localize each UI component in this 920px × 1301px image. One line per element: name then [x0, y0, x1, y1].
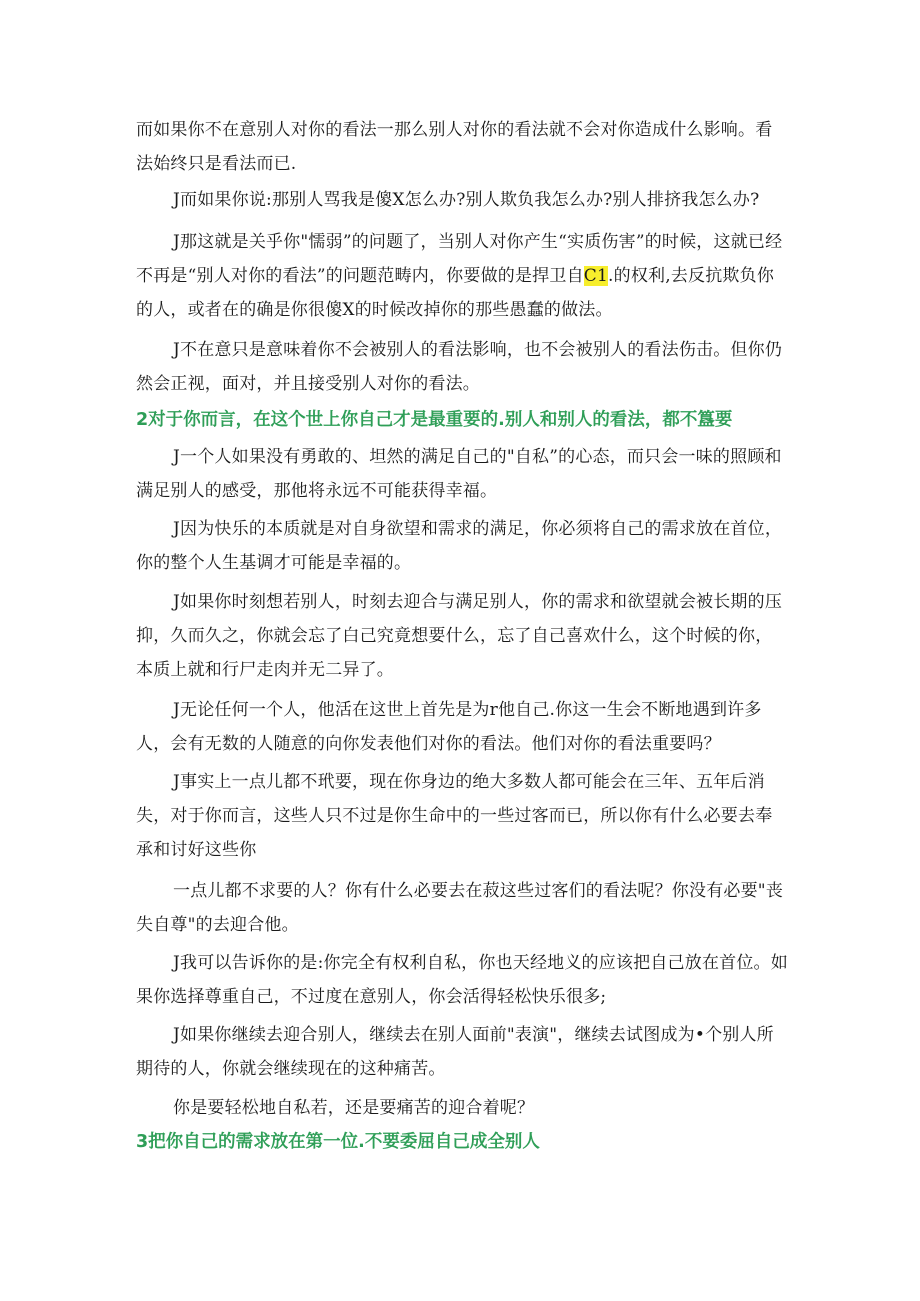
paragraph-4: J不在意只是意味着你不会被别人的看法影响，也不会被别人的看法伤击。但你仍然会正视，面对，并且接受别人对你的看法。: [136, 340, 783, 394]
paragraph-5: J一个人如果没有勇敢的、坦然的满足自己的"自私”的心态，而只会一味的照顾和满足别人的感受，那他将永远不可能获得幸福。: [136, 447, 782, 501]
section-heading-2: 2对于你而言，在这个世上你自己才是最重要的.别人和别人的看法，都不簋要: [136, 410, 733, 430]
paragraph-9: J事实上一点儿都不玳要，现在你身边的绝大多数人都可能会在三年、五年后消失，对于你而言，这些人只不过是你生命中的一些过客而已，所以你有什么必要去奉承和讨好这些你: [136, 772, 773, 860]
highlighted-text: C1: [583, 266, 609, 286]
paragraph-3: [136, 225, 788, 327]
paragraph-3-text-start: J那这就是关乎你"懦弱”的问题了，当别人对你产生“实质伤害”的时候，这就已经不再是“别人对你的看法”的问题范畴内，你要做的是捍卫自: [136, 232, 783, 286]
paragraph-13: 你是要轻松地自私若，还是要痛苦的迎合着呢？: [173, 1098, 535, 1118]
paragraph-12: J如果你继续去迎合别人，继续去在别人面前"表演"，继续去试图成为•个别人所期待的人，你就会继续现在的这种痛苦。: [136, 1025, 774, 1079]
section-heading-3: 3把你自己的需求放在第一位.不要委屈自己成全别人: [136, 1132, 540, 1152]
paragraph-6: J因为快乐的本质就是对自身欲望和需求的满足，你必须将自己的需求放在首位，你的整个人生基调才可能是幸福的。: [136, 519, 783, 573]
paragraph-10: 一点儿都不求要的人？你有什么必要去在菽这些过客们的看法呢？你没有必要"丧失自尊"的去迎合他。: [136, 881, 784, 935]
paragraph-1: 而如果你不在意别人对你的看法一那么别人对你的看法就不会对你造成什么影响。看法始终只是看法而已.: [136, 120, 773, 174]
paragraph-2: J而如果你说:那别人骂我是傻X怎么办?别人欺负我怎么办?别人排挤我怎么办?: [173, 190, 760, 210]
paragraph-11: J我可以告诉你的是:你完全有权利自私，你也天经地义的应该把自己放在首位。如果你选择尊重自己，不过度在意别人，你会活得轻松快乐很多;: [136, 953, 788, 1007]
paragraph-8: J无论任何一个人，他活在这世上首先是为r他自己.你这一生会不断地遇到许多人，会有无数的人随意的向你发表他们对你的看法。他们对你的看法重要吗？: [136, 700, 762, 754]
paragraph-3-text-end: .的权利,去反抗欺负你的人，或者在的确是你很傻X的时候改掉你的那些愚蠢的做法。: [136, 266, 775, 320]
paragraph-7: J如果你时刻想若别人，时刻去迎合与满足别人，你的需求和欲望就会被长期的压抑，久而久之，你就会忘了白己究竟想要什么，忘了自己喜欢什么，这个时候的你，本质上就和行尸走肉并无二异了。: [136, 592, 783, 680]
